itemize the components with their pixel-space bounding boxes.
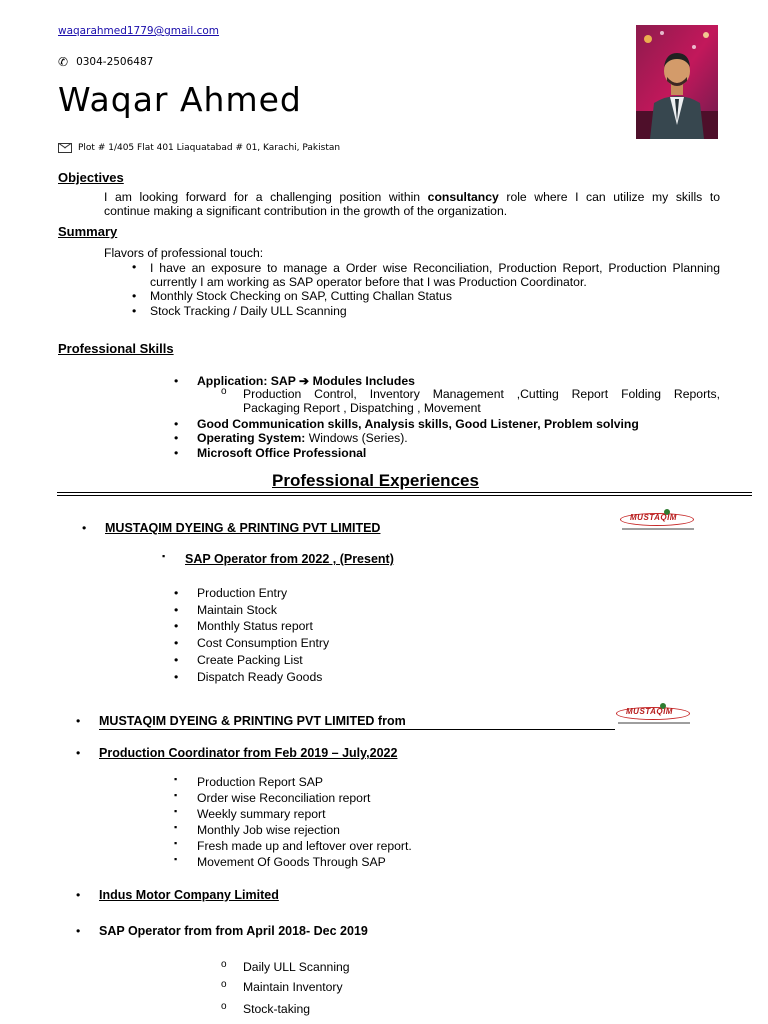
- bullet-square: ▪: [174, 822, 178, 832]
- skill-application: Application: SAP ➔ Modules Includes: [197, 374, 415, 388]
- role-2-title: Production Coordinator from Feb 2019 – July,2022: [99, 746, 398, 760]
- role-3-task: Stock-taking: [243, 1002, 311, 1016]
- summary-item-1-line1: I have an exposure to manage a Order wise Reconciliation, Production Report, Production Planning: [150, 261, 720, 275]
- company-logo: [614, 704, 692, 728]
- bullet-disc: •: [132, 304, 137, 318]
- skill-communication: Good Communication skills, Analysis skills, Good Listener, Problem solving: [197, 417, 639, 431]
- role-2-task: Monthly Job wise rejection: [197, 823, 340, 837]
- role-1-task: Monthly Status report: [197, 619, 313, 633]
- phone-number: 0304-2506487: [76, 56, 154, 68]
- envelope-icon: [58, 143, 72, 153]
- role-1-task: Production Entry: [197, 586, 288, 600]
- experience-heading: Professional Experiences: [272, 471, 479, 490]
- bullet-disc: •: [174, 586, 179, 600]
- summary-intro: Flavors of professional touch:: [104, 246, 264, 260]
- bullet-square: ▪: [174, 774, 178, 784]
- skill-modules-line2: Packaging Report , Dispatching , Movement: [243, 401, 481, 415]
- bullet-disc: •: [174, 603, 179, 617]
- skills-heading: Professional Skills: [58, 341, 174, 356]
- bullet-disc: •: [174, 446, 179, 460]
- role-2-task: Production Report SAP: [197, 775, 324, 789]
- profile-photo: [636, 25, 718, 139]
- role-1-task: Maintain Stock: [197, 603, 277, 617]
- role-2-task: Fresh made up and leftover over report.: [197, 839, 412, 853]
- company-1-name: MUSTAQIM DYEING & PRINTING PVT LIMITED: [105, 521, 381, 535]
- skill-modules-line1: Production Control, Inventory Management ,Cutting Report Folding Reports,: [243, 387, 720, 401]
- objectives-line1: [104, 190, 720, 205]
- role-3-task: Maintain Inventory: [243, 980, 343, 994]
- bullet-square: ▪: [174, 838, 178, 848]
- skill-os-label: Operating System:: [197, 431, 306, 445]
- role-1-task: Dispatch Ready Goods: [197, 670, 323, 684]
- candidate-name: Waqar Ahmed: [58, 80, 302, 119]
- objectives-bold: consultancy: [427, 190, 499, 204]
- logo-text: MUSTAQIM: [630, 513, 677, 522]
- phone-icon: ✆: [58, 55, 69, 69]
- company-2-name: MUSTAQIM DYEING & PRINTING PVT LIMITED from: [99, 714, 406, 728]
- bullet-disc: •: [82, 521, 87, 535]
- role-1-task: Cost Consumption Entry: [197, 636, 330, 650]
- objectives-text-b: role where I can utilize my skills to: [498, 190, 720, 204]
- bullet-square: ▪: [174, 854, 178, 864]
- summary-item-1-line2: currently I am working as SAP operator before that I was Production Coordinator.: [150, 275, 587, 289]
- bullet-disc: •: [174, 670, 179, 684]
- bullet-circle: o: [221, 386, 227, 397]
- bullet-disc: •: [76, 888, 81, 902]
- role-3-task: Daily ULL Scanning: [243, 960, 350, 974]
- role-1-task: Create Packing List: [197, 653, 303, 667]
- skill-os-value: Windows (Series).: [305, 431, 408, 445]
- logo-subline: [622, 528, 694, 530]
- logo-subline: [618, 722, 690, 724]
- bullet-circle: o: [221, 959, 227, 970]
- bullet-square: ▪: [174, 806, 178, 816]
- role-2-task: Order wise Reconciliation report: [197, 791, 371, 805]
- objectives-text-a: I am looking forward for a challenging position within: [104, 190, 428, 204]
- summary-item-3: Stock Tracking / Daily ULL Scanning: [150, 304, 347, 318]
- company-logo: [618, 510, 696, 534]
- divider-thin: [57, 495, 752, 496]
- objectives-heading: Objectives: [58, 170, 124, 185]
- objectives-line2: continue making a significant contribution in the growth of the organization.: [104, 204, 508, 218]
- skill-office: Microsoft Office Professional: [197, 446, 367, 460]
- role-1-title: SAP Operator from 2022 , (Present): [185, 552, 394, 566]
- bullet-disc: •: [76, 714, 81, 728]
- bullet-disc: •: [132, 260, 137, 274]
- bullet-square: ▪: [174, 790, 178, 800]
- bullet-square: ▪: [162, 551, 166, 561]
- address-row: [58, 143, 340, 153]
- bullet-disc: •: [174, 636, 179, 650]
- company-2-underline: [99, 729, 615, 730]
- bullet-disc: •: [132, 289, 137, 303]
- summary-heading: Summary: [58, 224, 118, 239]
- bullet-disc: •: [174, 374, 179, 388]
- role-3-title: SAP Operator from from April 2018- Dec 2019: [99, 924, 368, 938]
- divider-thick: [57, 492, 752, 493]
- bullet-disc: •: [174, 619, 179, 633]
- phone-row: [58, 55, 153, 69]
- logo-text: MUSTAQIM: [626, 707, 673, 716]
- summary-item-2: Monthly Stock Checking on SAP, Cutting Challan Status: [150, 289, 452, 303]
- bullet-disc: •: [174, 653, 179, 667]
- bullet-disc: •: [76, 746, 81, 760]
- role-2-task: Movement Of Goods Through SAP: [197, 855, 386, 869]
- bullet-disc: •: [174, 417, 179, 431]
- bullet-disc: •: [174, 431, 179, 445]
- company-3-name: Indus Motor Company Limited: [99, 888, 279, 902]
- bullet-circle: o: [221, 1001, 227, 1012]
- address-text: Plot # 1/405 Flat 401 Liaquatabad # 01, Karachi, Pakistan: [78, 143, 341, 153]
- email-link[interactable]: waqarahmed1779@gmail.com: [58, 25, 220, 37]
- skill-os: [197, 431, 408, 446]
- role-2-task: Weekly summary report: [197, 807, 326, 821]
- bullet-disc: •: [76, 924, 81, 938]
- bullet-circle: o: [221, 979, 227, 990]
